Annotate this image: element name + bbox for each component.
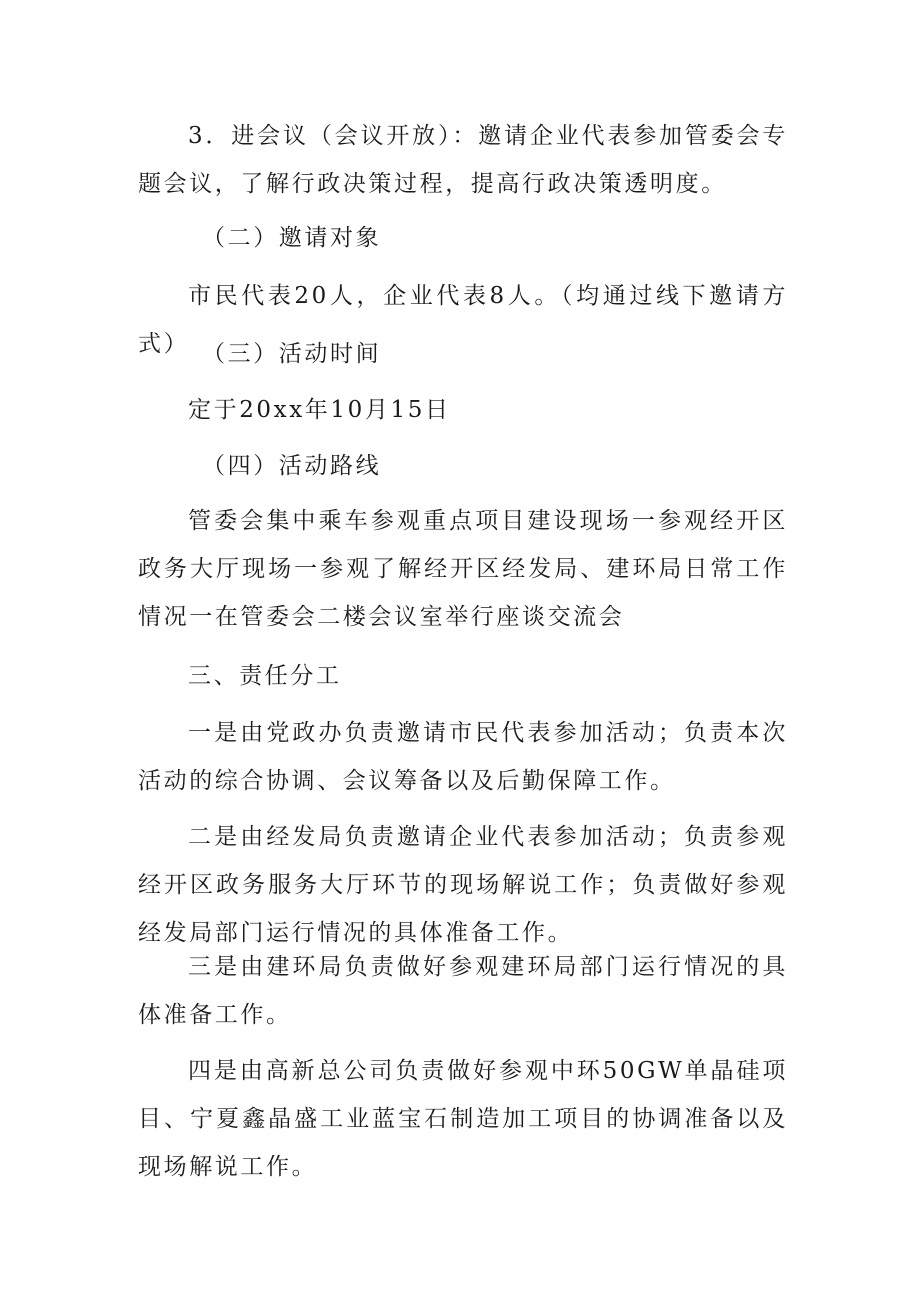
paragraph-activity-route: 管委会集中乘车参观重点项目建设现场一参观经开区政务大厅现场一参观了解经开区经发局、建环局日常工作情况一在管委会二楼会议室举行座谈交流会 [138,508,788,630]
heading-activity-route: （四）活动路线 [202,453,382,479]
paragraph-duty-1: 一是由党政办负责邀请市民代表参加活动；负责本次活动的综合协调、会议筹备以及后勤保障工作。 [138,720,788,794]
paragraph-meeting-open: 3．进会议（会议开放）：邀请企业代表参加管委会专题会议，了解行政决策过程，提高行政决策透明度。 [138,123,788,197]
paragraph-invitees: 市民代表20人，企业代表8人。（均通过线下邀请方式） [138,283,788,357]
paragraph-activity-time: 定于20xx年10月15日 [188,397,451,423]
paragraph-duty-3: 三是由建环局负责做好参观建环局部门运行情况的具体准备工作。 [138,954,788,1028]
heading-activity-time: （三）活动时间 [202,341,382,367]
heading-invitees: （二）邀请对象 [202,225,382,251]
paragraph-duty-2: 二是由经发局负责邀请企业代表参加活动；负责参观经开区政务服务大厅环节的现场解说工作；负责做好参观经发局部门运行情况的具体准备工作。 [138,824,788,946]
heading-responsibilities: 三、责任分工 [188,663,342,689]
paragraph-duty-4: 四是由高新总公司负责做好参观中环50GW单晶硅项目、宁夏鑫晶盛工业蓝宝石制造加工项目的协调准备以及现场解说工作。 [138,1058,788,1180]
